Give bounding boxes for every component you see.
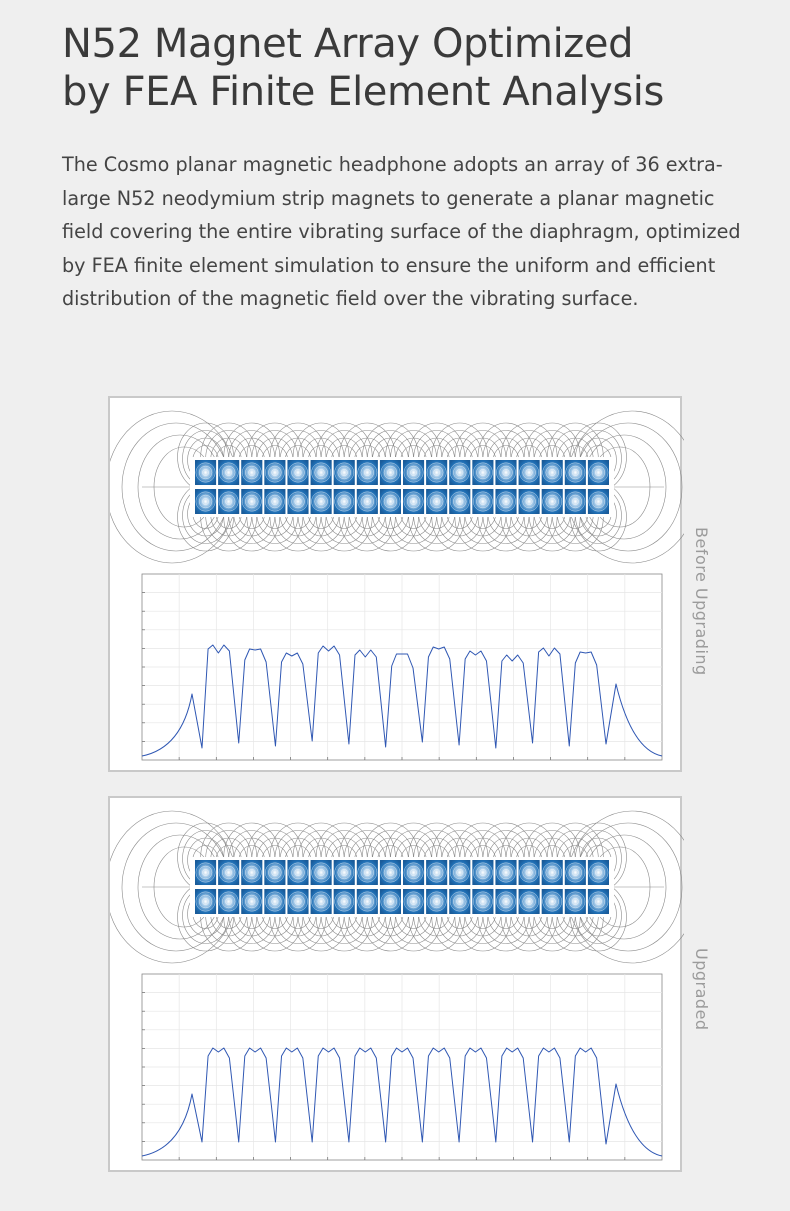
magnet-block — [241, 889, 262, 914]
magnetic-field-diagram-before — [110, 411, 684, 563]
magnet-block — [426, 889, 447, 914]
magnet-block — [495, 489, 516, 514]
panel-label-upgraded: Upgraded — [692, 948, 711, 1031]
magnet-block — [519, 889, 540, 914]
magnet-block — [588, 489, 609, 514]
magnet-block — [542, 489, 563, 514]
magnet-block — [357, 860, 378, 885]
magnet-block — [241, 860, 262, 885]
magnet-block — [218, 889, 239, 914]
magnet-block — [264, 460, 285, 485]
magnet-block — [311, 460, 332, 485]
magnet-block — [426, 860, 447, 885]
magnet-block — [403, 889, 424, 914]
magnet-block — [334, 460, 355, 485]
panel-label-before: Before Upgrading — [692, 527, 711, 676]
magnet-block — [542, 889, 563, 914]
magnet-block — [495, 860, 516, 885]
magnet-block — [588, 860, 609, 885]
magnet-block — [472, 889, 493, 914]
fea-panel-before — [108, 396, 682, 772]
field-distribution-plot-before — [142, 574, 662, 760]
description-text: The Cosmo planar magnetic headphone adopts an array of 36 extra-large N52 neodymium strip magnets to generate a planar magnetic field covering the entire vibrating surface of the diaphragm, optimized by FEA finite element simulation to ensure the uniform and efficient distribution of the magnetic field over the vibrating surface. — [62, 153, 741, 310]
magnet-block — [449, 889, 470, 914]
magnet-block — [195, 489, 216, 514]
magnet-block — [542, 860, 563, 885]
magnet-block — [311, 489, 332, 514]
magnet-block — [588, 889, 609, 914]
magnet-block — [449, 460, 470, 485]
magnet-block — [565, 460, 586, 485]
magnet-block — [519, 860, 540, 885]
magnet-block — [195, 460, 216, 485]
magnet-block — [334, 860, 355, 885]
magnet-block — [218, 460, 239, 485]
magnet-block — [287, 889, 308, 914]
magnet-block — [495, 460, 516, 485]
plot-frame — [142, 974, 662, 1160]
fea-before-figure — [110, 398, 684, 774]
magnetic-field-diagram-upgraded — [110, 811, 684, 963]
magnet-block — [565, 489, 586, 514]
magnet-block — [241, 489, 262, 514]
magnet-block — [334, 889, 355, 914]
magnet-block — [311, 889, 332, 914]
magnet-block — [287, 460, 308, 485]
magnet-block — [495, 889, 516, 914]
magnet-block — [264, 860, 285, 885]
magnet-block — [311, 860, 332, 885]
fea-panel-upgraded — [108, 796, 682, 1172]
field-distribution-plot-upgraded — [142, 974, 662, 1160]
magnet-block — [542, 460, 563, 485]
magnet-block — [357, 460, 378, 485]
magnet-block — [380, 460, 401, 485]
magnet-block — [287, 860, 308, 885]
magnet-block — [195, 889, 216, 914]
magnet-block — [357, 489, 378, 514]
page-title — [62, 20, 762, 116]
title-line-1: N52 Magnet Array Optimized — [62, 21, 634, 67]
magnet-block — [565, 860, 586, 885]
magnet-block — [264, 889, 285, 914]
magnet-block — [380, 889, 401, 914]
magnet-block — [426, 460, 447, 485]
title-line-2: by FEA Finite Element Analysis — [62, 69, 664, 115]
magnet-block — [472, 489, 493, 514]
magnet-block — [403, 460, 424, 485]
plot-frame — [142, 574, 662, 760]
magnet-block — [264, 489, 285, 514]
magnet-block — [218, 860, 239, 885]
magnet-block — [380, 860, 401, 885]
magnet-block — [403, 489, 424, 514]
magnet-block — [519, 489, 540, 514]
magnet-block — [565, 889, 586, 914]
magnet-block — [588, 460, 609, 485]
magnet-block — [426, 489, 447, 514]
magnet-block — [472, 460, 493, 485]
magnet-block — [357, 889, 378, 914]
magnet-block — [449, 489, 470, 514]
magnet-block — [472, 860, 493, 885]
magnet-block — [334, 489, 355, 514]
magnet-block — [218, 489, 239, 514]
magnet-block — [380, 489, 401, 514]
magnet-block — [403, 860, 424, 885]
magnet-block — [241, 460, 262, 485]
magnet-block — [519, 460, 540, 485]
fea-upgraded-figure — [110, 798, 684, 1174]
magnet-block — [195, 860, 216, 885]
magnet-block — [287, 489, 308, 514]
magnet-block — [449, 860, 470, 885]
